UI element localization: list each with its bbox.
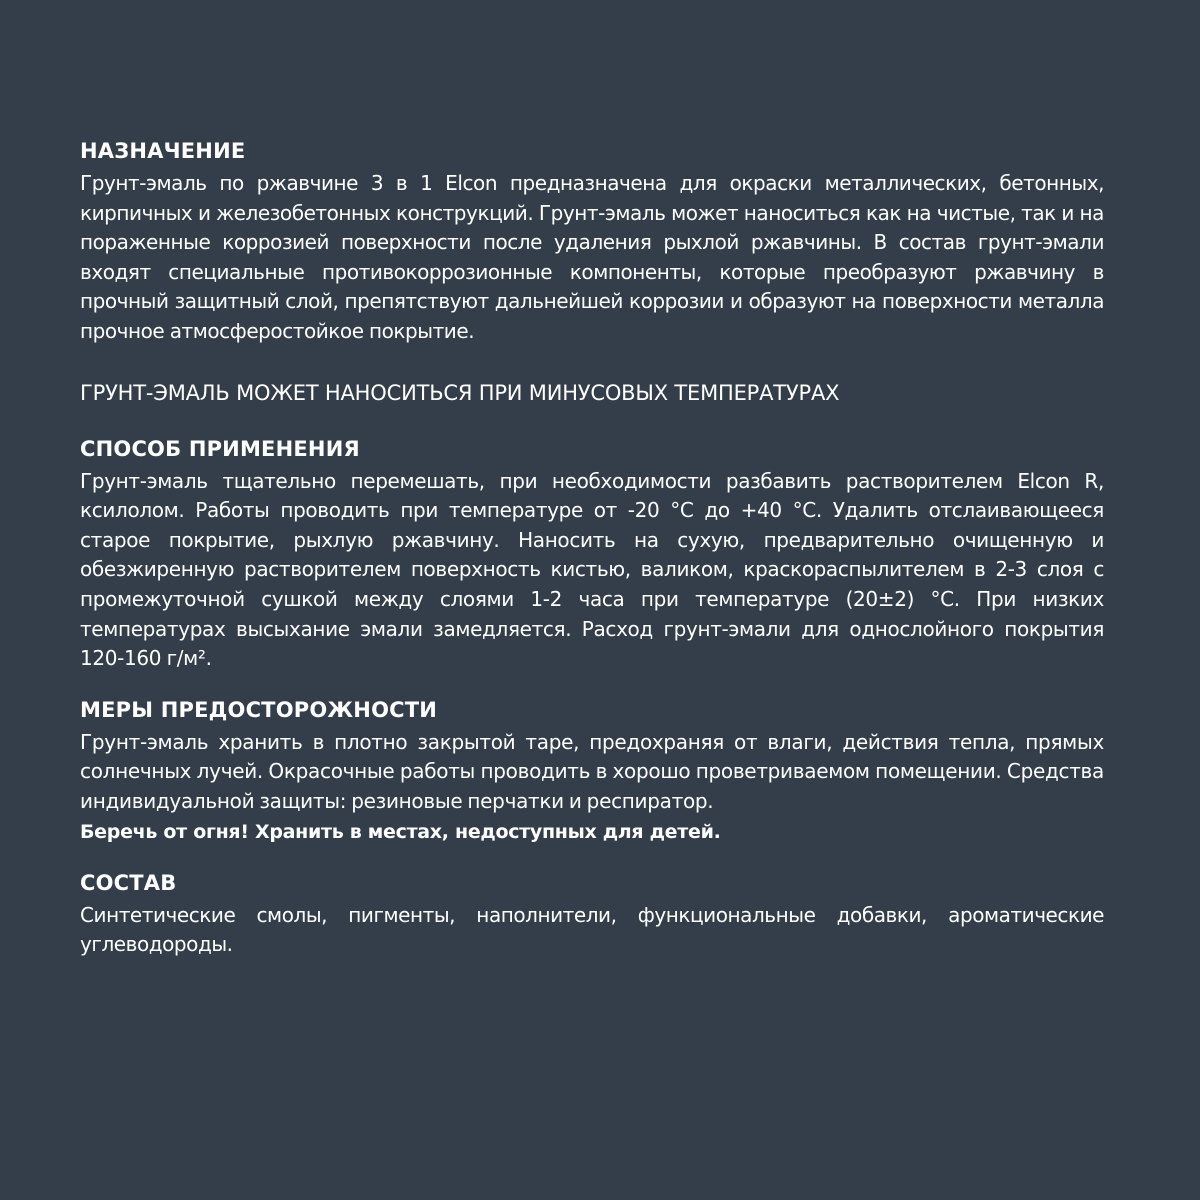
spacer xyxy=(80,847,1104,865)
composition-text: Синтетические смолы, пигменты, наполнители, функциональные добавки, ароматические углеводороды. xyxy=(80,902,1104,957)
purpose-text: Грунт-эмаль по ржавчине 3 в 1 Elcon предназначена для окраски металлических, бетонных, кирпичных и железобетонных конструкций. Грунт-эмаль может наноситься как на чистые, так и на пораженные коррозией поверхности после удаления рыхлой ржавчины. В состав грунт-эмали входят специальные противокоррозионные компоненты, которые преобразуют ржавчину в прочный защитный слой, препятствуют дальнейшей коррозии и образуют на поверхности металла прочное атмосферостойкое покрытие. xyxy=(80,171,1104,343)
precautions-text: Грунт-эмаль хранить в плотно закрытой таре, предохраняя от влаги, действия тепла, прямых солнечных лучей. Окрасочные работы проводить в хорошо проветриваемом помещении. Средства индивидуальной защиты: резиновые перчатки и респиратор. xyxy=(80,729,1104,813)
spacer xyxy=(80,347,1104,375)
application-heading: СПОСОБ ПРИМЕНЕНИЯ xyxy=(80,436,360,461)
composition-heading: СОСТАВ xyxy=(80,870,177,895)
spacer xyxy=(80,411,1104,431)
low-temperature-notice: ГРУНТ-ЭМАЛЬ МОЖЕТ НАНОСИТЬСЯ ПРИ МИНУСОВЫХ ТЕМПЕРАТУРАХ xyxy=(80,380,840,405)
application-text: Грунт-эмаль тщательно перемешать, при необходимости разбавить растворителем Elcon R, ксилолом. Работы проводить при температуре от -20 °С до +40 °С. Удалить отслаивающееся старое покрытие, рыхлую ржавчину. Наносить на сухую, предварительно очищенную и обезжиренную растворителем поверхность кистью, валиком, краскораспылителем в 2-3 слоя с промежуточной сушкой между слоями 1-2 часа при температуре (20±2) °С. При низких температурах высыхание эмали замедляется. Расход грунт-эмали для однослойного покрытия 120-160 г/м². xyxy=(80,468,1104,671)
spacer xyxy=(80,674,1104,692)
purpose-heading: НАЗНАЧЕНИЕ xyxy=(80,139,246,163)
fire-warning: Беречь от огня! Хранить в местах, недоступных для детей. xyxy=(80,820,721,843)
content-column xyxy=(80,133,1104,960)
precautions-heading: МЕРЫ ПРЕДОСТОРОЖНОСТИ xyxy=(80,697,438,722)
